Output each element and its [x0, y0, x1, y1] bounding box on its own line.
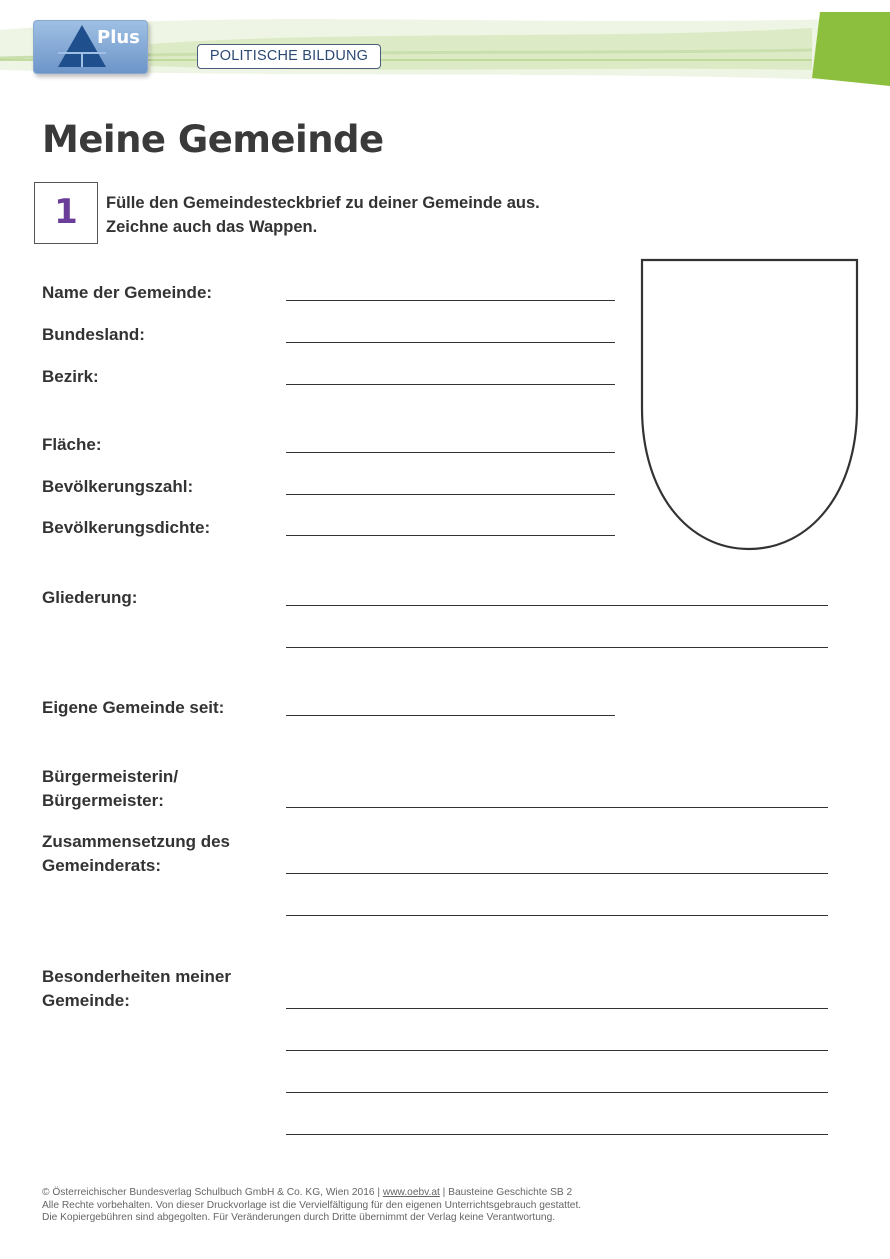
name-line[interactable] [286, 300, 615, 301]
subject-badge: POLITISCHE BILDUNG [197, 44, 381, 69]
label-besonderheiten [42, 965, 231, 1013]
label-buergermeister-line-1: Bürgermeisterin/ [42, 767, 179, 786]
label-bevoelkerungsdichte: Bevölkerungsdichte: [42, 518, 211, 537]
label-gemeinde-seit: Eigene Gemeinde seit: [42, 698, 225, 717]
label-besonderheiten-line-1: Besonderheiten meiner [42, 967, 231, 986]
footer-book: | Bausteine Geschichte SB 2 [439, 1187, 573, 1198]
task-line-2: Zeichne auch das Wappen. [106, 218, 318, 236]
bevoelkerungszahl-line[interactable] [286, 494, 615, 495]
label-buergermeister [42, 765, 178, 813]
bezirk-line[interactable] [286, 384, 615, 385]
label-bevoelkerungszahl: Bevölkerungszahl: [42, 477, 194, 496]
footer [42, 1187, 581, 1225]
gemeinderat-line-2[interactable] [286, 915, 828, 916]
logo-text: Plus [97, 27, 140, 48]
label-gliederung: Gliederung: [42, 588, 138, 607]
label-bundesland: Bundesland: [42, 325, 145, 344]
footer-line-2: Alle Rechte vorbehalten. Von dieser Druckvorlage ist die Vervielfältigung für den eigenen Unterrichtsgebrauch gestattet. [42, 1199, 582, 1211]
task-number: 1 [34, 182, 98, 244]
footer-line-3: Die Kopiergebühren sind abgegolten. Für Veränderungen durch Dritte übernimmt der Verlag keine Verantwortung. [42, 1212, 556, 1223]
flaeche-line[interactable] [286, 452, 615, 453]
gliederung-line-2[interactable] [286, 647, 828, 648]
green-corner-tab [812, 12, 890, 86]
label-buergermeister-line-2: Bürgermeister: [42, 791, 164, 810]
gliederung-line-1[interactable] [286, 605, 828, 606]
footer-line-1 [42, 1187, 581, 1200]
footer-link[interactable]: www.oebv.at [382, 1187, 440, 1198]
besonderheiten-line-4[interactable] [286, 1134, 828, 1135]
label-gemeinderat-line-2: Gemeinderats: [42, 856, 162, 875]
label-gemeinderat [42, 830, 230, 878]
footer-copyright: © Österreichischer Bundesverlag Schulbuch GmbH & Co. KG, Wien 2016 | [42, 1187, 383, 1198]
label-gemeinderat-line-1: Zusammensetzung des [42, 832, 230, 851]
besonderheiten-line-3[interactable] [286, 1092, 828, 1093]
label-bezirk: Bezirk: [42, 367, 99, 386]
bevoelkerungsdichte-line[interactable] [286, 535, 615, 536]
besonderheiten-line-2[interactable] [286, 1050, 828, 1051]
gemeinderat-line-1[interactable] [286, 873, 828, 874]
task-instructions [106, 191, 540, 239]
besonderheiten-line-1[interactable] [286, 1008, 828, 1009]
task-line-1: Fülle den Gemeindesteckbrief zu deiner Gemeinde aus. [106, 194, 540, 212]
label-flaeche: Fläche: [42, 435, 102, 454]
plus-logo [33, 20, 148, 74]
coat-of-arms-icon[interactable] [640, 258, 860, 554]
gemeinde-seit-line[interactable] [286, 715, 615, 716]
buergermeister-line[interactable] [286, 807, 828, 808]
label-besonderheiten-line-2: Gemeinde: [42, 991, 130, 1010]
page-title: Meine Gemeinde [42, 118, 384, 161]
bundesland-line[interactable] [286, 342, 615, 343]
label-name: Name der Gemeinde: [42, 283, 213, 302]
